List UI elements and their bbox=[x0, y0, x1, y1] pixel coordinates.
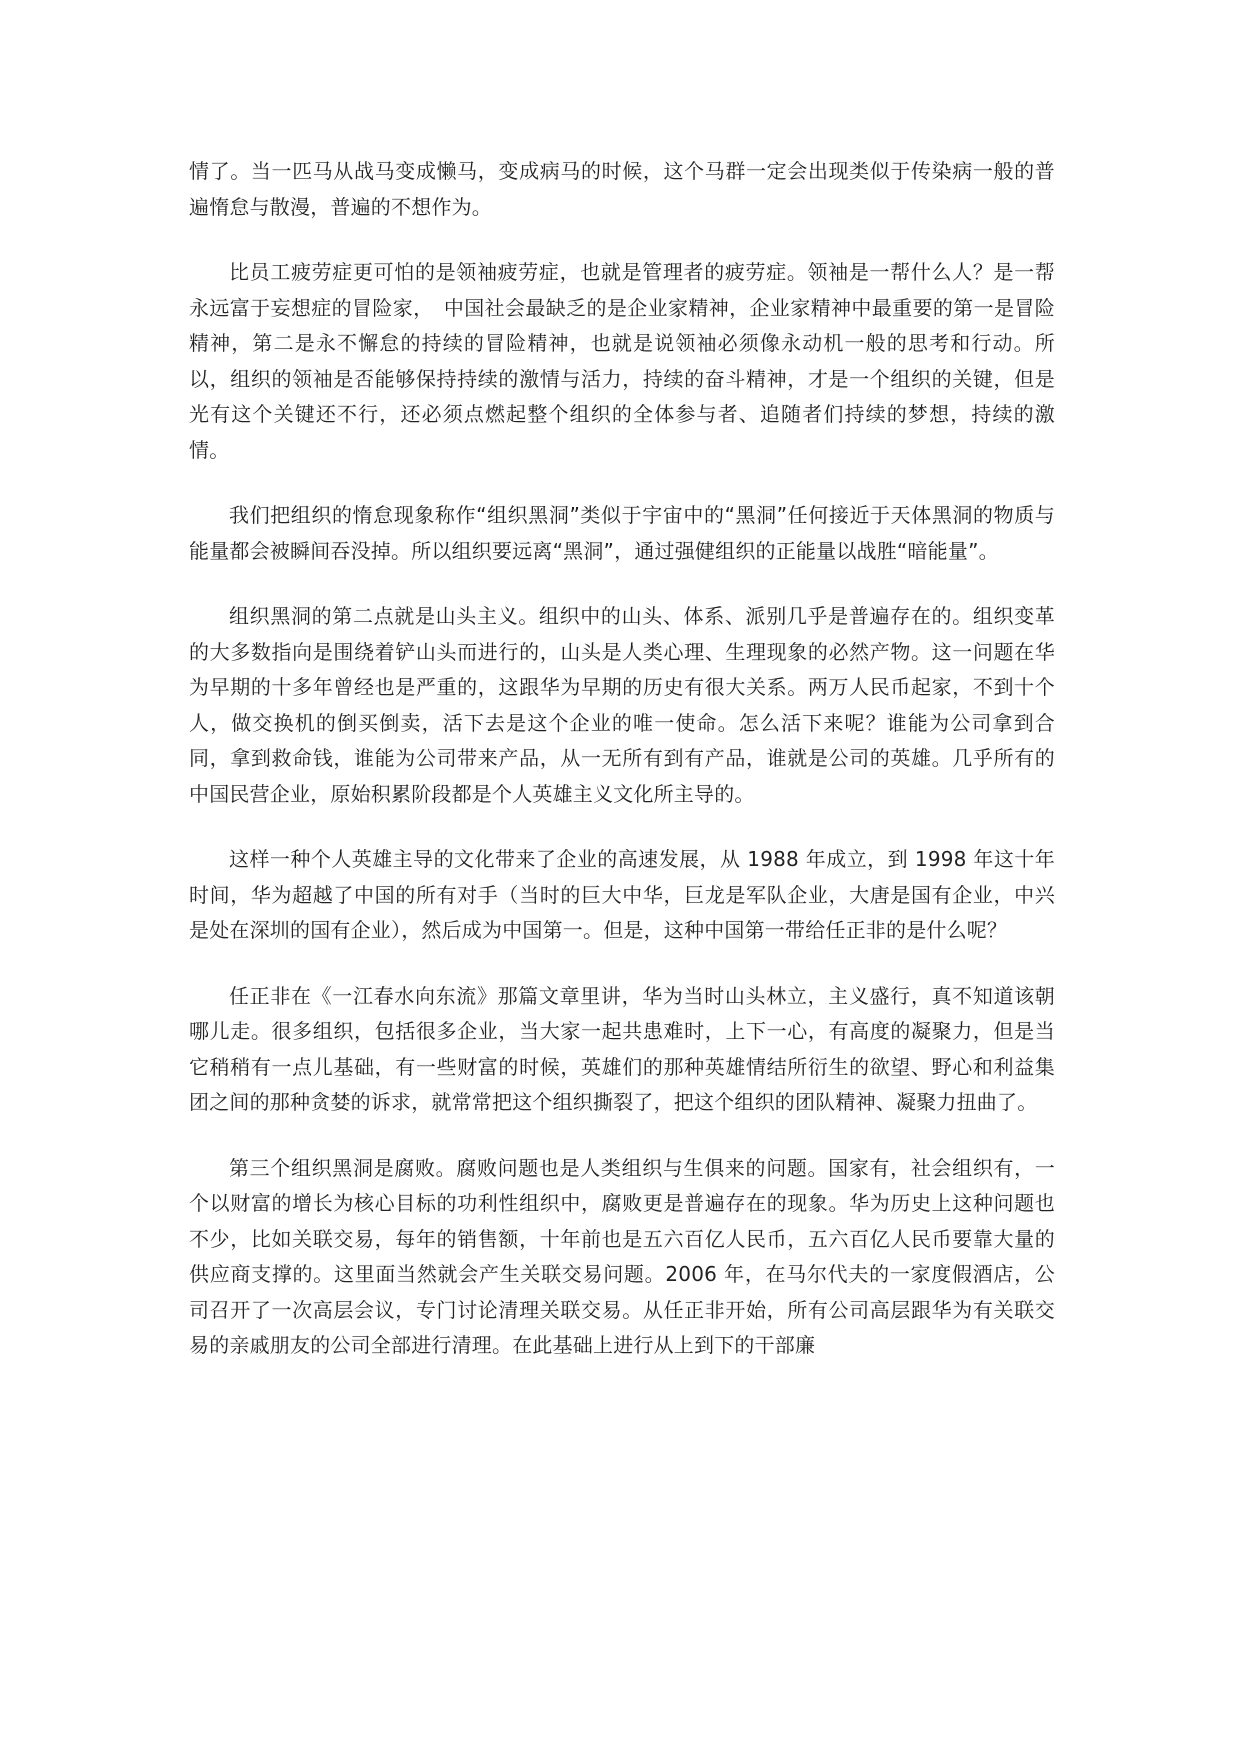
paragraph-6: 任正非在《一江春水向东流》那篇文章里讲，华为当时山头林立，主义盛行，真不知道该朝哪儿走。很多组织，包括很多企业，当大家一起共患难时，上下一心，有高度的凝聚力，但是当它稍稍有一点儿基础，有一些财富的时候，英雄们的那种英雄情结所衍生的欲望、野心和利益集团之间的那种贪婪的诉求，就常常把这个组织撕裂了，把这个组织的团队精神、凝聚力扭曲了。 bbox=[189, 983, 1055, 1114]
document-body bbox=[189, 154, 1055, 1394]
paragraph-3: 我们把组织的惰怠现象称作“组织黑洞”类似于宇宙中的“黑洞”任何接近于天体黑洞的物质与能量都会被瞬间吞没掉。所以组织要远离“黑洞”，通过强健组织的正能量以战胜“暗能量”。 bbox=[189, 503, 1055, 563]
paragraph-7: 第三个组织黑洞是腐败。腐败问题也是人类组织与生俱来的问题。国家有，社会组织有，一个以财富的增长为核心目标的功利性组织中，腐败更是普遍存在的现象。华为历史上这种问题也不少，比如关联交易，每年的销售额，十年前也是五六百亿人民币，五六百亿人民币要靠大量的供应商支撑的。这里面当然就会产生关联交易问题。2006 年，在马尔代夫的一家度假酒店，公司召开了一次高层会议，专门讨论清理关联交易。从任正非开始，所有公司高层跟华为有关联交易的亲戚朋友的公司全部进行清理。在此基础上进行从上到下的干部廉 bbox=[189, 1155, 1055, 1357]
paragraph-2: 比员工疲劳症更可怕的是领袖疲劳症，也就是管理者的疲劳症。领袖是一帮什么人？是一帮永远富于妄想症的冒险家， 中国社会最缺乏的是企业家精神，企业家精神中最重要的第一是冒险精神，第二是永不懈怠的持续的冒险精神，也就是说领袖必须像永动机一般的思考和行动。所以，组织的领袖是否能够保持持续的激情与活力，持续的奋斗精神，才是一个组织的关键，但是光有这个关键还不行，还必须点燃起整个组织的全体参与者、追随者们持续的梦想，持续的激情。 bbox=[189, 260, 1055, 462]
paragraph-4: 组织黑洞的第二点就是山头主义。组织中的山头、体系、派别几乎是普遍存在的。组织变革的大多数指向是围绕着铲山头而进行的，山头是人类心理、生理现象的必然产物。这一问题在华为早期的十多年曾经也是严重的，这跟华为早期的历史有很大关系。两万人民币起家，不到十个人，做交换机的倒买倒卖，活下去是这个企业的唯一使命。怎么活下来呢？谁能为公司拿到合同，拿到救命钱，谁能为公司带来产品，从一无所有到有产品，谁就是公司的英雄。几乎所有的中国民营企业，原始积累阶段都是个人英雄主义文化所主导的。 bbox=[189, 604, 1055, 806]
paragraph-1: 情了。当一匹马从战马变成懒马，变成病马的时候，这个马群一定会出现类似于传染病一般的普遍惰怠与散漫，普遍的不想作为。 bbox=[189, 159, 1055, 219]
paragraph-5: 这样一种个人英雄主导的文化带来了企业的高速发展，从 1988 年成立，到 1998 年这十年时间，华为超越了中国的所有对手（当时的巨大中华，巨龙是军队企业，大唐是国有企业，中兴是处在深圳的国有企业），然后成为中国第一。但是，这种中国第一带给任正非的是什么呢？ bbox=[189, 847, 1055, 942]
